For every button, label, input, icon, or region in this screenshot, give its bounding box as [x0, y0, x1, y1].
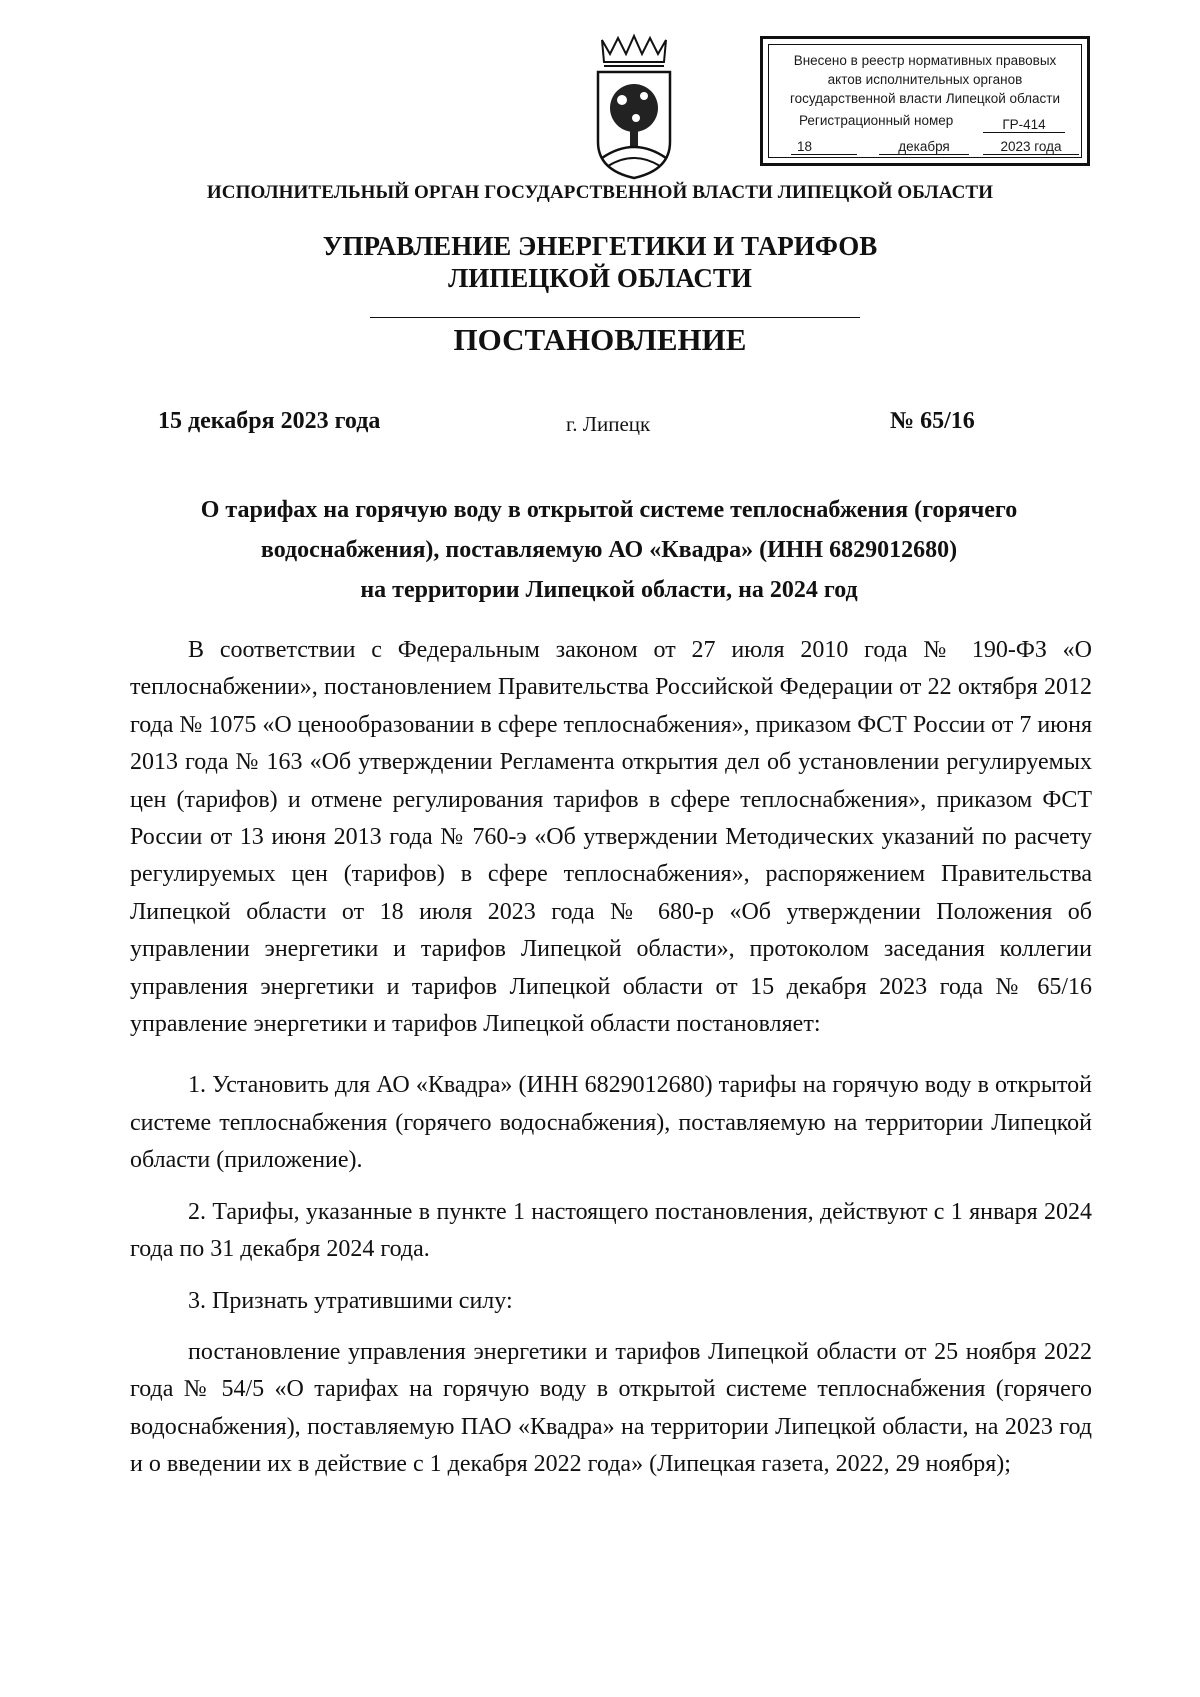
title-line: О тарифах на горячую воду в открытой системе теплоснабжения (горячего [200, 497, 1018, 523]
stamp-text-line: государственной власти Липецкой области [789, 91, 1061, 106]
department-name-line: ЛИПЕЦКОЙ ОБЛАСТИ [448, 263, 752, 293]
issuing-organ: ИСПОЛНИТЕЛЬНЫЙ ОРГАН ГОСУДАРСТВЕННОЙ ВЛАСТИ ЛИПЕЦКОЙ ОБЛАСТИ [206, 182, 994, 203]
stamp-day: 18 [791, 139, 857, 155]
document-type: ПОСТАНОВЛЕНИЕ [453, 322, 747, 357]
document-body [130, 632, 1092, 1484]
stamp-month: декабря [879, 139, 969, 155]
coat-of-arms-icon [588, 32, 680, 180]
document-date: 15 декабря 2023 года [158, 408, 381, 434]
stamp-year: 2023 года [983, 139, 1079, 155]
department-name [0, 230, 1200, 294]
stamp-reg-number: ГР-414 [983, 117, 1065, 133]
preamble-paragraph: В соответствии с Федеральным законом от 27 июля 2010 года № 190-ФЗ «О теплоснабжении», постановлением Правительства Российской Федерации от 22 октября 2012 года № 1075 «О ценообразовании в сфере теплоснабжения», приказом ФСТ России от 7 июня 2013 года № 163 «Об утверждении Регламента открытия дел об установлении регулируемых цен (тарифов) и отмене регулирования тарифов в сфере теплоснабжения», приказом ФСТ России от 13 июня 2013 года № 760-э «Об утверждении Методических указаний по расчету регулируемых цен (тарифов) в сфере теплоснабжения», распоряжением Правительства Липецкой области от 18 июля 2023 года № 680-р «Об утверждении Положения об управлении энергетики и тарифов Липецкой области», протоколом заседания коллегии управления энергетики и тарифов Липецкой области от 15 декабря 2023 года № 65/16 управление энергетики и тарифов Липецкой области постановляет: [130, 637, 1092, 1038]
stamp-reg-label: Регистрационный номер [799, 113, 954, 128]
registry-stamp [760, 36, 1090, 166]
document-title [128, 490, 1090, 610]
title-line: водоснабжения), поставляемую АО «Квадра» (ИНН 6829012680) [260, 537, 958, 563]
header-divider [370, 317, 860, 318]
clause-2: 2. Тарифы, указанные в пункте 1 настоящего постановления, действуют с 1 января 2024 года по 31 декабря 2024 года. [130, 1198, 1092, 1263]
stamp-text-line: Внесено в реестр нормативных правовых [793, 53, 1057, 68]
department-name-line: УПРАВЛЕНИЕ ЭНЕРГЕТИКИ И ТАРИФОВ [322, 231, 878, 261]
document-number: № 65/16 [890, 408, 975, 434]
clause-3: 3. Признать утратившими силу: [188, 1287, 513, 1314]
clause-3-text: постановление управления энергетики и тарифов Липецкой области от 25 ноября 2022 года № 54/5 «О тарифах на горячую воду в открытой системе теплоснабжения (горячего водоснабжения), поставляемую ПАО «Квадра» на территории Липецкой области, на 2023 год и о введении их в действие с 1 декабря 2022 года» (Липецкая газета, 2022, 29 ноября); [130, 1338, 1092, 1478]
document-city: г. Липецк [566, 412, 651, 436]
clause-1: 1. Установить для АО «Квадра» (ИНН 6829012680) тарифы на горячую воду в открытой системе теплоснабжения (горячего водоснабжения), поставляемую на территории Липецкой области (приложение). [130, 1072, 1092, 1174]
stamp-text-line: актов исполнительных органов [827, 72, 1023, 87]
title-line: на территории Липецкой области, на 2024 год [360, 577, 858, 603]
